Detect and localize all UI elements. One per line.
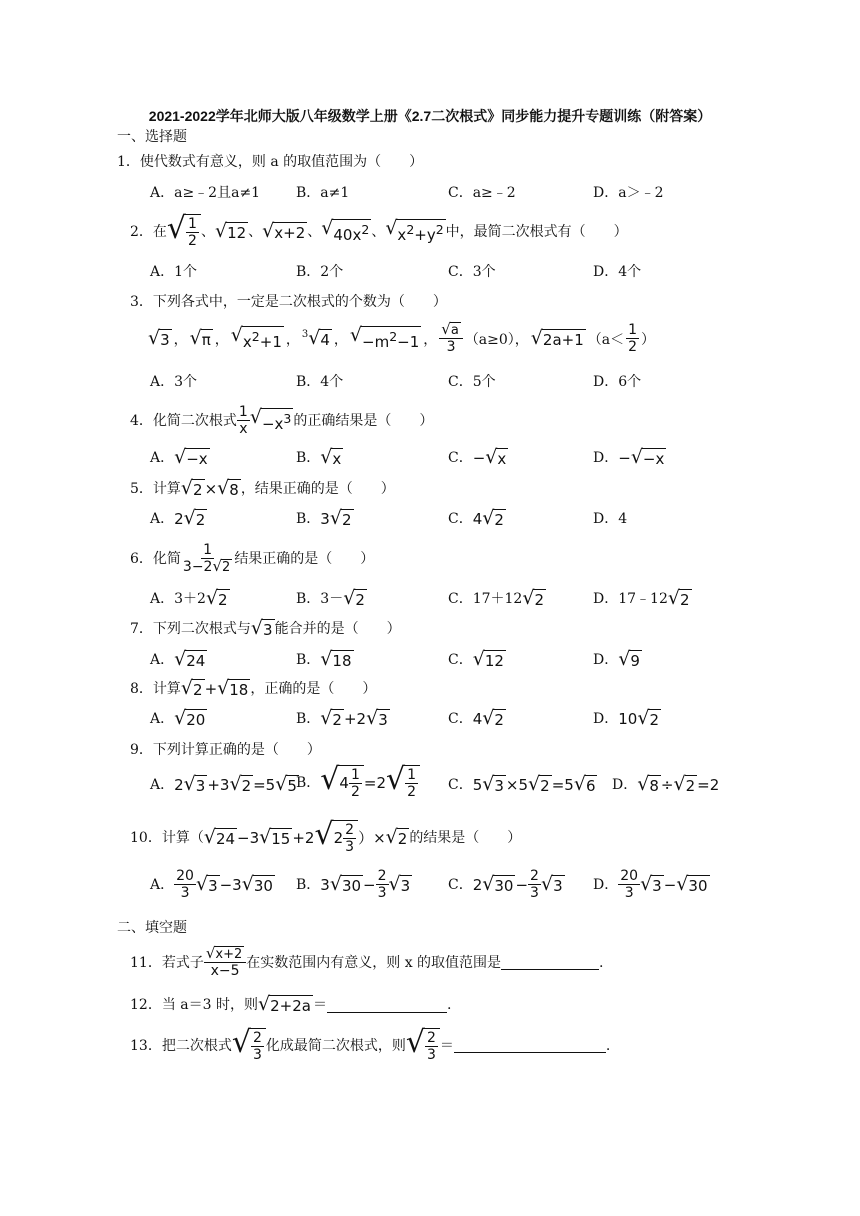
q10-option-d: D． $\frac{20}{3}$ √ 3 − √ 30 bbox=[593, 868, 708, 901]
q2-prefix: 2．在 bbox=[130, 223, 167, 240]
question-12: 12．当 a＝3 时，则 √ 2+2a ＝ . bbox=[130, 993, 452, 1015]
q7-option-c: C． √ 12 bbox=[448, 648, 504, 670]
q12-answer-blank[interactable] bbox=[327, 998, 447, 1013]
q13-answer-blank[interactable] bbox=[454, 1038, 606, 1053]
question-13: 13．把二次根式 √ $\frac{2}{3}$ 化成最简二次根式，则 √ $\frac{2}{3}$ ＝ . bbox=[130, 1025, 611, 1063]
q4-option-c: C． − √ x bbox=[448, 446, 507, 468]
q2-option-d: D．4个 bbox=[593, 264, 642, 280]
q2-expr-3: √ x+2 bbox=[262, 219, 306, 242]
question-10: 10．计算（ √ 24 −3 √ 15 +2 √ 2 $\frac{2}{3}$ ）× √ 2 的结果是（ ） bbox=[130, 817, 522, 855]
q3-option-c: C．5个 bbox=[448, 374, 496, 390]
q3-option-b: B．4个 bbox=[296, 374, 344, 390]
section-choice: 一、选择题 bbox=[117, 129, 187, 145]
q10-option-b: B． 3 √ 30 − $\frac{2}{3}$ √ 3 bbox=[296, 868, 411, 901]
question-3: 3．下列各式中，一定是二次根式的个数为（ ） bbox=[130, 294, 447, 310]
q8-option-c: C． 4 √ 2 bbox=[448, 707, 504, 729]
q2-option-a: A．1个 bbox=[150, 264, 198, 280]
q5-option-d: D．4 bbox=[593, 511, 628, 527]
question-1: 1．使代数式有意义，则 a 的取值范围为（ ） bbox=[117, 154, 424, 170]
question-6: 6．化简 1 3−2 √ 2 结果正确的是（ ） bbox=[130, 542, 375, 575]
q8-option-d: D． 10 √ 2 bbox=[593, 707, 659, 729]
q1-option-a: A．a≥﹣2且a≠1 bbox=[150, 185, 261, 201]
q9-option-a: A． 2 √ 3 +3 √ 2 =5 √ 5 bbox=[150, 773, 297, 795]
q3-expressions: √ 3 ， √ π ， √ $x^2+1$ ， 3 √ 4 ， √ $-m^2-1$ ， √ a 3 （a≥0）， √ 2a+1 （a＜ $\frac{1}{2}$ ） bbox=[148, 320, 656, 355]
q2-option-c: C．3个 bbox=[448, 264, 496, 280]
q10-option-c: C． 2 √ 30 − $\frac{2}{3}$ √ 3 bbox=[448, 868, 563, 901]
q4-option-b: B． √ x bbox=[296, 446, 342, 468]
q1-option-b: B．a≠1 bbox=[296, 185, 350, 201]
q6-option-c: C．17＋12 √ 2 bbox=[448, 587, 544, 609]
q8-option-a: A． √ 20 bbox=[150, 707, 206, 729]
question-8: 8．计算 √ 2 + √ 18 ，正确的是（ ） bbox=[130, 677, 377, 699]
q2-option-b: B．2个 bbox=[296, 264, 344, 280]
q4-option-d: D． − √ −x bbox=[593, 446, 665, 468]
q2-expr-5: √ $x^2+y^2$ bbox=[385, 217, 444, 244]
q7-option-d: D． √ 9 bbox=[593, 648, 640, 670]
q2-expr-4: √ $40x^2$ bbox=[321, 217, 370, 244]
q5-option-a: A． 2 √ 2 bbox=[150, 507, 206, 529]
q5-option-c: C． 4 √ 2 bbox=[448, 507, 504, 529]
q8-option-b: B． √ 2 +2 √ 3 bbox=[296, 707, 388, 729]
page-title: 2021-2022学年北师大版八年级数学上册《2.7二次根式》同步能力提升专题训练（附答案） bbox=[148, 108, 712, 124]
question-4: 4．化简二次根式 $\frac{1}{x}$ √ $-x^3$ 的正确结果是（ ） bbox=[130, 404, 434, 437]
q11-answer-blank[interactable] bbox=[501, 955, 599, 970]
q10-option-a: A． $\frac{20}{3}$ √ 3 −3 √ 30 bbox=[150, 868, 273, 901]
q1-option-c: C．a≥﹣2 bbox=[448, 185, 516, 201]
q6-option-d: D．17﹣12 √ 2 bbox=[593, 587, 690, 609]
q7-option-a: A． √ 24 bbox=[150, 648, 206, 670]
question-5: 5．计算 √ 2 × √ 8 ，结果正确的是（ ） bbox=[130, 477, 395, 499]
q7-option-b: B． √ 18 bbox=[296, 648, 352, 670]
q2-expr-2: √ 12 bbox=[214, 219, 247, 242]
q5-option-b: B． 3 √ 2 bbox=[296, 507, 352, 529]
q9-option-c: C． 5 √ 3 ×5 √ 2 =5 √ 6 bbox=[448, 773, 596, 795]
q9-option-b: B． √ 4 $\frac{1}{2}$ =2 √ $\frac{1}{2}$ bbox=[296, 765, 420, 800]
q6-option-a: A．3＋2 √ 2 bbox=[150, 587, 228, 609]
section-fill: 二、填空题 bbox=[117, 920, 187, 936]
q2-expr-1: √ $\frac{1}{2}$ bbox=[167, 214, 201, 249]
q3-option-d: D．6个 bbox=[593, 374, 642, 390]
q2-suffix: 中，最简二次根式有（ ） bbox=[445, 223, 628, 240]
question-9: 9．下列计算正确的是（ ） bbox=[130, 742, 321, 758]
q4-option-a: A． √ −x bbox=[150, 446, 208, 468]
q3-option-a: A．3个 bbox=[150, 374, 198, 390]
question-7: 7．下列二次根式与 √ 3 能合并的是（ ） bbox=[130, 617, 401, 639]
question-2: 2．在 √ $\frac{1}{2}$ 、 √ 12 、 √ x+2 、 √ $40x^2$ 、 √ $x^2+y^2$ 中，最简二次根式有（ ） bbox=[130, 211, 628, 249]
q9-option-d: D． √ 8 ÷ √ 2 =2 bbox=[612, 773, 720, 795]
q1-option-d: D．a＞﹣2 bbox=[593, 185, 664, 201]
q6-option-b: B．3－ √ 2 bbox=[296, 587, 365, 609]
question-11: 11．若式子 √ x+2 x−5 在实数范围内有意义，则 x 的取值范围是 . bbox=[130, 944, 604, 979]
